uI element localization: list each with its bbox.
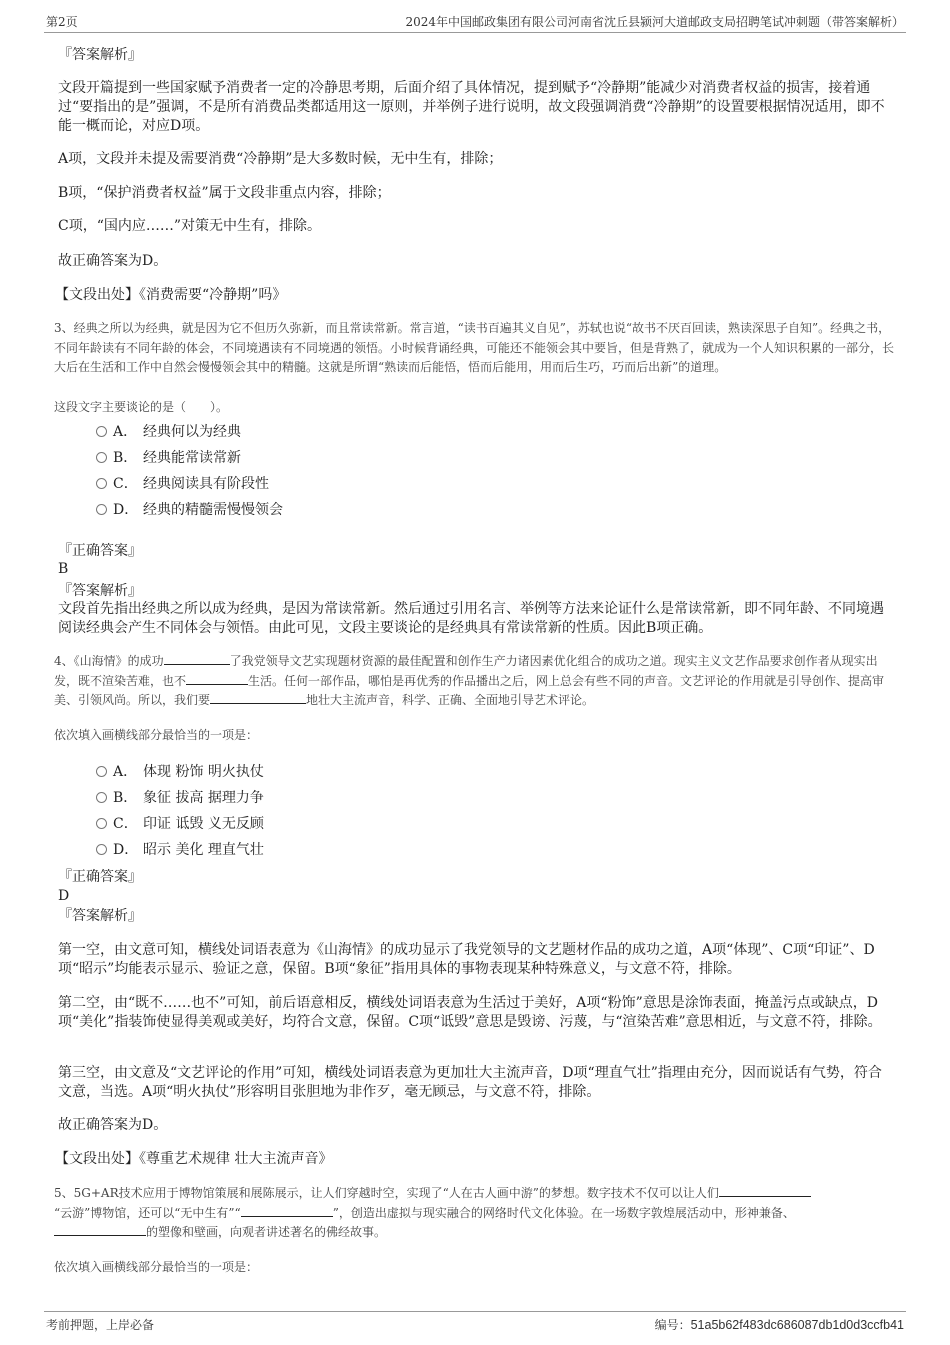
blank-2 bbox=[186, 672, 248, 685]
q3-correct-answer: B bbox=[58, 561, 69, 577]
q3-analysis-text: 文段首先指出经典之所以成为经典，是因为常读常新。然后通过引用名言、举例等方法来论证什么是常读常新，即不同年龄、不同境遇阅读经典会产生不同体会与领悟。由此可见，文段主要谈论的是经典具有常读常新的性质。因此B项正确。 bbox=[58, 601, 884, 636]
q3-analysis-label: 『答案解析』 bbox=[58, 583, 142, 599]
q2-analysis-label: 『答案解析』 bbox=[58, 47, 142, 63]
q3-option-c[interactable]: C． 经典阅读具有阶段性 bbox=[96, 474, 269, 494]
q2-source: 【文段出处】《消费需要“冷静期”吗》 bbox=[55, 287, 287, 303]
q2-note-b: B项，“保护消费者权益”属于文段非重点内容，排除； bbox=[58, 185, 391, 201]
q4-analysis-label: 『答案解析』 bbox=[58, 908, 142, 924]
radio-icon[interactable] bbox=[96, 504, 107, 515]
q3-question: 这段文字主要谈论的是（ ）。 bbox=[54, 400, 229, 414]
page-footer bbox=[44, 1311, 906, 1336]
footer-slogan: 考前押题，上岸必备 bbox=[46, 1318, 155, 1332]
q2-analysis-text: 文段开篇提到一些国家赋予消费者一定的冷静思考期，后面介绍了具体情况，提到赋予“冷静期”能减少对消费者权益的损害，接着通过“要指出的是”强调，不是所有消费品类都适用这一原则，并举例子进行说明，故文段强调消费“冷静期”的设置要根据情况适用，即不能一概而论，对应D项。 bbox=[58, 80, 885, 134]
q4-source: 【文段出处】《尊重艺术规律 壮大主流声音》 bbox=[55, 1151, 333, 1167]
radio-icon[interactable] bbox=[96, 792, 107, 803]
q4-analysis-para-2: 第二空，由“既不……也不”可知，前后语意相反，横线处词语表意为生活过于美好，A项“粉饰”意思是涂饰表面，掩盖污点或缺点，D项“美化”指装饰使显得美观或美好，均符合文意，保留。C项“诋毁”意思是毁谤、污蔑，与“渲染苦难”意思相近，与文意不符，排除。 bbox=[58, 995, 882, 1030]
q4-option-a[interactable]: A． 体现 粉饰 明火执仗 bbox=[96, 762, 264, 782]
radio-icon[interactable] bbox=[96, 844, 107, 855]
radio-icon[interactable] bbox=[96, 452, 107, 463]
q3-option-a[interactable]: A． 经典何以为经典 bbox=[96, 422, 241, 442]
q3-option-d[interactable]: D． 经典的精髓需慢慢领会 bbox=[96, 500, 283, 520]
q4-option-c[interactable]: C． 印证 诋毁 义无反顾 bbox=[96, 814, 264, 834]
q5-stem: 5、5G+AR技术应用于博物馆策展和展陈展示，让人们穿越时空，实现了“人在古人画中游”的梦想。数字技术不仅可以让人们 “云游”博物馆，还可以“无中生有”“ ”，创造出虚拟与现实融合的网络时代文化体验。在一场数字敦煌展活动中，形神兼备、 的塑像和壁画，向观者讲述著名的佛经故事。 bbox=[54, 1184, 896, 1243]
q4-analysis-para-1: 第一空，由文意可知，横线处词语表意为《山海情》的成功显示了我党领导的文艺题材作品的成功之道，A项“体现”、C项“印证”、D项“昭示”均能表示显示、验证之意，保留。B项“象征”指用具体的事物表现某种特殊意义，与文意不符，排除。 bbox=[58, 942, 875, 977]
q3-correct-label: 『正确答案』 bbox=[58, 543, 142, 559]
radio-icon[interactable] bbox=[96, 766, 107, 777]
blank-2 bbox=[241, 1204, 333, 1217]
q2-note-c: C项，“国内应……”对策无中生有，排除。 bbox=[58, 218, 322, 234]
q4-option-b[interactable]: B． 象征 拔高 据理力争 bbox=[96, 788, 264, 808]
q4-correct-label: 『正确答案』 bbox=[58, 869, 142, 885]
q3-option-b[interactable]: B． 经典能常读常新 bbox=[96, 448, 241, 468]
radio-icon[interactable] bbox=[96, 818, 107, 829]
q4-analysis-para-3: 第三空，由文意及“文艺评论的作用”可知，横线处词语表意为更加壮大主流声音，D项“理直气壮”指理由充分，因而说话有气势，符合文意，当选。A项“明火执仗”形容明目张胆地为非作歹，毫无顾忌，与文意不符，排除。 bbox=[58, 1065, 882, 1100]
blank-3 bbox=[210, 691, 306, 704]
q4-conclusion: 故正确答案为D。 bbox=[58, 1117, 168, 1133]
blank-1 bbox=[164, 652, 230, 665]
q2-note-a: A项，文段并未提及需要消费“冷静期”是大多数时候，无中生有，排除； bbox=[58, 151, 503, 167]
q2-conclusion: 故正确答案为D。 bbox=[58, 253, 168, 269]
document-title: 2024年中国邮政集团有限公司河南省沈丘县颍河大道邮政支局招聘笔试冲刺题（带答案解析） bbox=[405, 15, 904, 29]
q4-stem: 4、《山海情》的成功 了我党领导文艺实现题材资源的最佳配置和创作生产力诸因素优化组合的成功之道。现实主义文艺作品要求创作者从现实出发，既不渲染苦难，也不 生活。任何一部作品，哪怕是再优秀的作品播出之后，网上总会有些不同的声音。文艺评论的作用就是引导创作、提高审美、引领风尚。所以，我们要 地壮大主流声音，科学、正确、全面地引导艺术评论。 bbox=[54, 654, 885, 707]
q5-question: 依次填入画横线部分最恰当的一项是： bbox=[54, 1260, 259, 1274]
q3-stem: 3、经典之所以为经典，就是因为它不但历久弥新，而且常读常新。常言道，“读书百遍其义自见”，苏轼也说“故书不厌百回读，熟读深思子自知”。经典之书，不同年龄读有不同年龄的体会，不同境遇读有不同境遇的领悟。小时候背诵经典，可能还不能领会其中要旨，但是背熟了，就成为一个人知识积累的一部分，长大后在生活和工作中自然会慢慢领会其中的精髓。这就是所谓“熟读而后能悟，悟而后能用，用而后生巧，巧而后出新”的道理。 bbox=[54, 321, 895, 374]
page-number: 第2页 bbox=[46, 15, 78, 29]
blank-3 bbox=[54, 1223, 146, 1236]
blank-1 bbox=[719, 1184, 811, 1197]
page-header bbox=[44, 10, 906, 33]
q4-option-d[interactable]: D． 昭示 美化 理直气壮 bbox=[96, 840, 264, 860]
radio-icon[interactable] bbox=[96, 478, 107, 489]
document-code: 编号：51a5b62f483dc686087db1d0d3ccfb41 bbox=[654, 1318, 904, 1332]
q4-correct-answer: D bbox=[58, 888, 70, 904]
q4-question: 依次填入画横线部分最恰当的一项是： bbox=[54, 728, 259, 742]
radio-icon[interactable] bbox=[96, 426, 107, 437]
